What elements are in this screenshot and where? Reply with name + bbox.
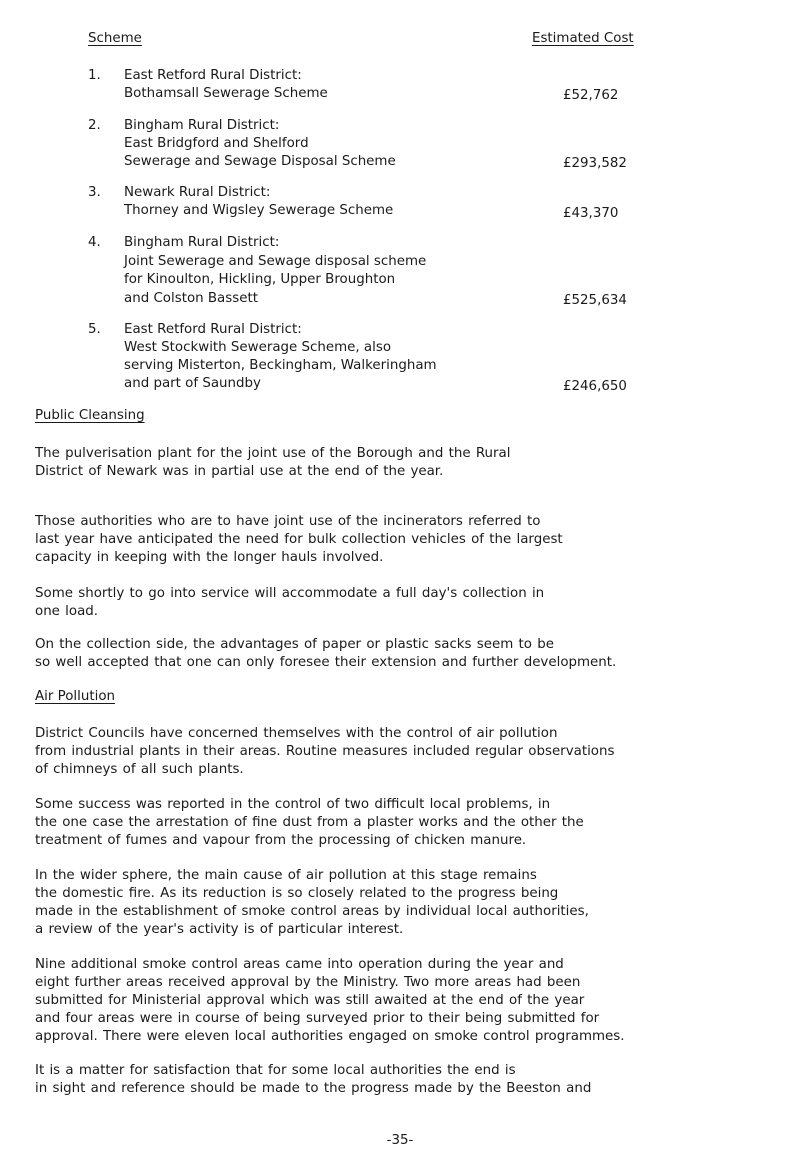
section-heading-public-cleansing: Public Cleansing xyxy=(35,408,145,423)
paragraph: In the wider sphere, the main cause of air pollution at this stage remains the domestic fire. As its reduction is so closely related to the progress being made in the establishment of smoke control areas by individual local authorities, a review of the year's activity is of particular interest. xyxy=(35,868,589,937)
scheme-column-header: Scheme xyxy=(88,31,142,46)
paragraph: District Councils have concerned themselves with the control of air pollution from industrial plants in their areas. Routine measures included regular observations of chimneys of all such plants. xyxy=(35,726,615,777)
scheme-line: and Colston Bassett xyxy=(124,291,258,306)
scheme-number: 4. xyxy=(88,235,101,250)
scheme-line: for Kinoulton, Hickling, Upper Broughton xyxy=(124,272,396,287)
scheme-number: 1. xyxy=(88,68,101,83)
estimated-cost-column-header: Estimated Cost xyxy=(532,31,634,46)
scheme-cost: £52,762 xyxy=(563,88,619,103)
paragraph: Those authorities who are to have joint use of the incinerators referred to last year have anticipated the need for bulk collection vehicles of the largest capacity in keeping with the longer hauls involved. xyxy=(35,514,563,565)
paragraph: Some shortly to go into service will accommodate a full day's collection in one load. xyxy=(35,586,545,619)
scheme-cost: £43,370 xyxy=(563,206,619,221)
scheme-number: 3. xyxy=(88,185,101,200)
scheme-cost: £293,582 xyxy=(563,156,627,171)
scheme-line: East Bridgford and Shelford xyxy=(124,136,309,151)
scheme-line: West Stockwith Sewerage Scheme, also xyxy=(124,340,392,355)
paragraph: Nine additional smoke control areas came into operation during the year and eight further areas received approval by the Ministry. Two more areas had been submitted for Ministerial approval which was still awaited at the end of the year and four areas were in course of being surveyed prior to their being submitted for approval. There were eleven local authorities engaged on smoke control programmes. xyxy=(35,957,625,1044)
scheme-line: Joint Sewerage and Sewage disposal scheme xyxy=(124,254,427,269)
scheme-line: Sewerage and Sewage Disposal Scheme xyxy=(124,154,396,169)
scheme-line: Bingham Rural District: xyxy=(124,235,280,250)
scheme-line: serving Misterton, Beckingham, Walkeringham xyxy=(124,358,437,373)
scheme-cost: £525,634 xyxy=(563,293,627,308)
paragraph: Some success was reported in the control of two difficult local problems, in the one case the arrestation of fine dust from a plaster works and the other the treatment of fumes and vapour from the processing of chicken manure. xyxy=(35,797,584,848)
scheme-number: 5. xyxy=(88,322,101,337)
scheme-line: East Retford Rural District: xyxy=(124,322,302,337)
scheme-line: Bothamsall Sewerage Scheme xyxy=(124,86,328,101)
scheme-number: 2. xyxy=(88,118,101,133)
paragraph: On the collection side, the advantages of paper or plastic sacks seem to be so well accepted that one can only foresee their extension and further development. xyxy=(35,637,617,670)
paragraph: It is a matter for satisfaction that for some local authorities the end is in sight and reference should be made to the progress made by the Beeston and xyxy=(35,1063,592,1096)
paragraph: The pulverisation plant for the joint use of the Borough and the Rural District of Newark was in partial use at the end of the year. xyxy=(35,446,511,479)
scheme-line: Thorney and Wigsley Sewerage Scheme xyxy=(124,203,394,218)
section-heading-air-pollution: Air Pollution xyxy=(35,689,116,704)
scheme-line: and part of Saundby xyxy=(124,376,261,391)
scheme-line: Bingham Rural District: xyxy=(124,118,280,133)
scheme-line: Newark Rural District: xyxy=(124,185,271,200)
page-number: -35- xyxy=(386,1133,414,1148)
scheme-line: East Retford Rural District: xyxy=(124,68,302,83)
scheme-cost: £246,650 xyxy=(563,379,627,394)
